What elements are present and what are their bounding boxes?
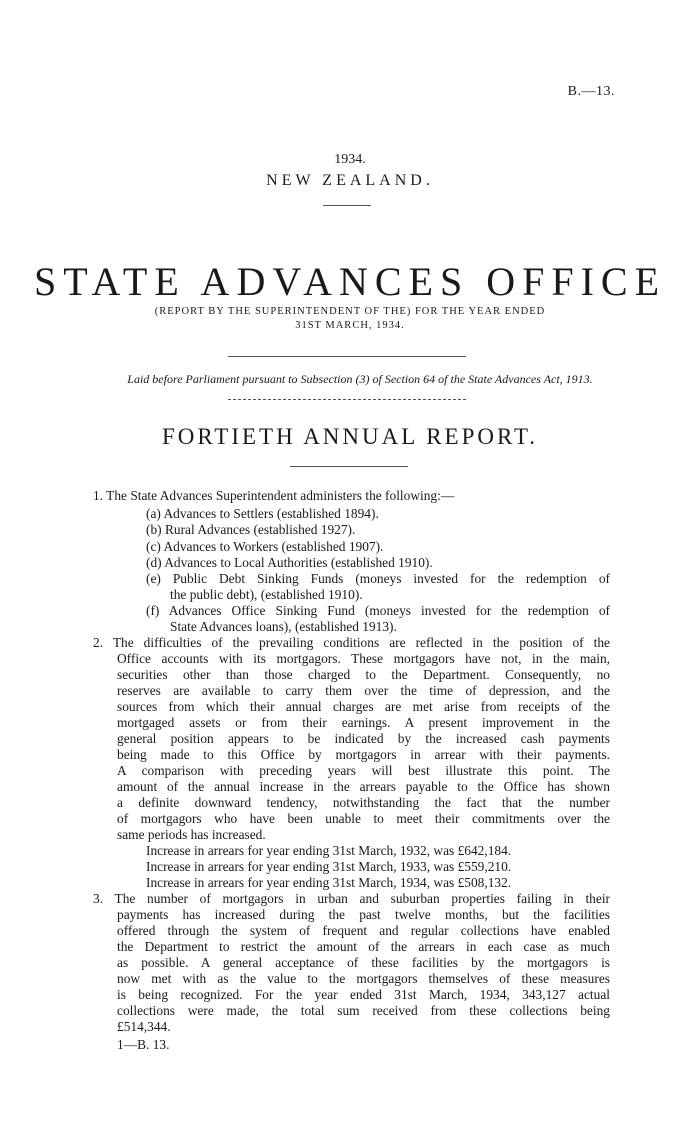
list-item: (d) Advances to Local Authorities (established 1910). (146, 555, 433, 570)
paragraph-line: mortgaged assets or from their earnings. A present improvement in the (117, 715, 610, 730)
paragraph-line: general position appears to be indicated by the increased cash payments (117, 731, 610, 746)
report-heading: FORTIETH ANNUAL REPORT. (161, 424, 539, 449)
list-item: (f) Advances Office Sinking Fund (moneys invested for the redemption of (146, 603, 610, 618)
paragraph-line: as possible. A general acceptance of these facilities by the mortgagors is (117, 955, 610, 970)
list-item: (e) Public Debt Sinking Funds (moneys invested for the redemption of (146, 571, 610, 586)
document-subtitle (130, 305, 570, 333)
paragraph-line: securities other than those charged to the Department. Consequently, no (117, 667, 610, 682)
paragraph-line: sources from which their annual charges are met arise from receipts of the (117, 699, 610, 714)
arrears-increase-line: Increase in arrears for year ending 31st March, 1933, was £559,210. (146, 859, 512, 874)
paragraph-line: collections were made, the total sum received from these collections being (117, 1003, 610, 1018)
paragraph-line: amount of the annual increase in the arrears payable to the Office has shown (117, 779, 610, 794)
paragraph-line: Office accounts with its mortgagors. These mortgagors have not, in the main, (117, 651, 610, 666)
paragraph-line: the Department to restrict the amount of the arrears in each case as much (117, 939, 610, 954)
page-reference: B.—13. (567, 84, 615, 99)
paragraph-line: is being recognized. For the year ended 31st March, 1934, 343,127 actual (117, 987, 610, 1002)
report-year: 1934. (334, 152, 366, 167)
paragraph-line: a definite downward tendency, notwithstanding the fact that the number (117, 795, 610, 810)
laid-before-parliament-note: Laid before Parliament pursuant to Subsection (3) of Section 64 of the State Advances Act, 1913. (127, 372, 593, 386)
list-item: (c) Advances to Workers (established 1907). (146, 539, 384, 554)
arrears-increase-line: Increase in arrears for year ending 31st March, 1934, was £508,132. (146, 875, 512, 890)
divider-rule (228, 399, 466, 400)
paragraph-line: same periods has increased. (117, 827, 266, 842)
list-item: (b) Rural Advances (established 1927). (146, 522, 356, 537)
list-item-continuation: the public debt), (established 1910). (170, 587, 363, 602)
paragraph-line: payments has increased during the past twelve months, but the facilities (117, 907, 610, 922)
list-item: (a) Advances to Settlers (established 1894). (146, 506, 379, 521)
country-heading: NEW ZEALAND. (266, 172, 434, 189)
paragraph-line: £514,344. (117, 1019, 171, 1034)
paragraph-line: being made to this Office by mortgagors in arrear with their payments. (117, 747, 610, 762)
document-title: STATE ADVANCES OFFICE (33, 259, 667, 304)
paragraph-line: reserves are available to carry them over the time of depression, and the (117, 683, 610, 698)
arrears-increase-line: Increase in arrears for year ending 31st March, 1932, was £642,184. (146, 843, 512, 858)
subtitle-line: (REPORT BY THE SUPERINTENDENT OF THE) FOR THE YEAR ENDED (154, 306, 546, 317)
paragraph-line: 3. The number of mortgagors in urban and suburban properties failing in their (93, 891, 610, 906)
paragraph-line: A comparison with preceding years will best illustrate this point. The (117, 763, 610, 778)
divider-rule (228, 356, 466, 357)
list-item-continuation: State Advances loans), (established 1913). (170, 619, 397, 634)
paragraph-intro: 1. The State Advances Superintendent administers the following:— (93, 488, 455, 503)
subtitle-line: 31ST MARCH, 1934. (295, 320, 405, 331)
paragraph-line: 2. The difficulties of the prevailing conditions are reflected in the position of the (93, 635, 610, 650)
paragraph-line: now met with as the value to the mortgagors themselves of these measures (117, 971, 610, 986)
divider-rule (323, 205, 371, 206)
divider-rule (290, 466, 408, 467)
paragraph-line: offered through the system of frequent and regular collections have enabled (117, 923, 610, 938)
sheet-reference: 1—B. 13. (117, 1037, 170, 1052)
paragraph-line: of mortgagors who have been unable to meet their commitments over the (117, 811, 610, 826)
